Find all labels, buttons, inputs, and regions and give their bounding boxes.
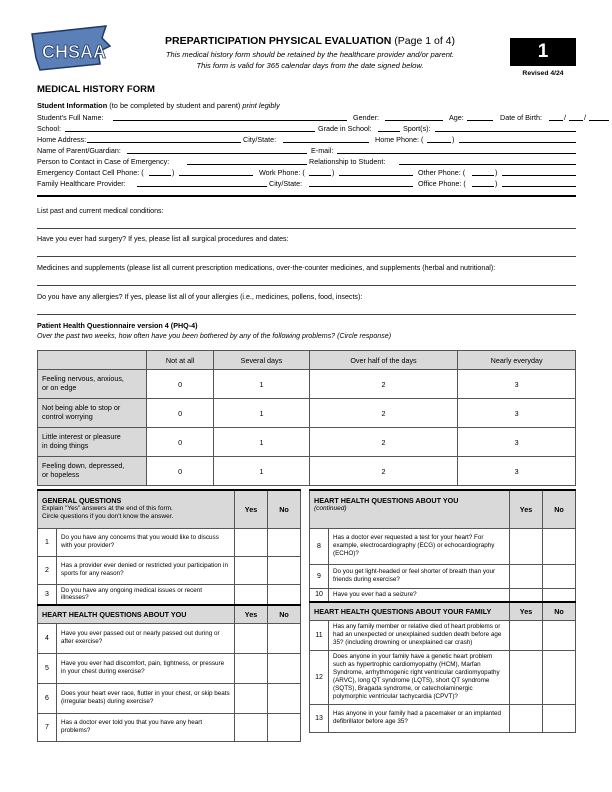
full-name-label: Student's Full Name: xyxy=(37,113,104,122)
full-name-field[interactable] xyxy=(113,112,347,121)
phq-subtitle: Over the past two weeks, how often have you been bothered by any of the following problems? (Circle response) xyxy=(37,332,392,340)
surgery-question: Have you ever had surgery? If yes, please list all surgical procedures and dates: xyxy=(37,235,289,243)
conditions-answer-line[interactable] xyxy=(37,228,576,229)
question-text: Do you get light-headed or feel shorter of breath than your friends during exercise? xyxy=(329,564,510,588)
question-number: 11 xyxy=(310,620,329,650)
section-divider xyxy=(37,195,576,197)
yes-checkbox[interactable] xyxy=(235,556,268,584)
general-instr1: Explain "Yes" answers at the end of this form. xyxy=(42,505,173,512)
emergency-contact-label: Person to Contact in Case of Emergency: xyxy=(37,157,170,166)
school-field[interactable] xyxy=(65,123,315,132)
provider-city-field[interactable] xyxy=(309,178,413,187)
age-label: Age: xyxy=(449,113,464,122)
field-row-provider xyxy=(37,178,576,189)
yes-checkbox[interactable] xyxy=(510,650,543,704)
grade-field[interactable] xyxy=(378,123,400,132)
no-col-header: No xyxy=(268,605,301,623)
phq-option[interactable]: 3 xyxy=(458,428,576,457)
heart-family-header-row xyxy=(310,602,576,620)
question-text: Has a provider ever denied or restricted your participation in sports for any reason? xyxy=(57,556,235,584)
student-info-bold: Student Information xyxy=(37,101,108,110)
phq-option[interactable]: 2 xyxy=(309,457,458,486)
yes-checkbox[interactable] xyxy=(510,620,543,650)
question-number: 9 xyxy=(310,564,329,588)
general-header xyxy=(38,490,235,528)
emergency-cell-label: Emergency Contact Cell Phone: ( xyxy=(37,168,144,177)
sports-field[interactable] xyxy=(435,123,576,132)
work-phone-area[interactable] xyxy=(309,167,331,176)
field-row-phones xyxy=(37,167,576,178)
dob-sep2: / xyxy=(584,113,586,122)
work-phone-close: ) xyxy=(332,168,335,177)
allergies-answer-line[interactable] xyxy=(37,314,576,315)
other-phone-field[interactable] xyxy=(502,167,576,176)
yes-checkbox[interactable] xyxy=(235,653,268,683)
question-row xyxy=(38,584,301,605)
address-field[interactable] xyxy=(87,134,241,143)
phq-option[interactable]: 1 xyxy=(214,457,309,486)
email-field[interactable] xyxy=(337,145,576,154)
no-checkbox[interactable] xyxy=(268,556,301,584)
question-number: 7 xyxy=(38,713,57,741)
no-checkbox[interactable] xyxy=(268,683,301,713)
no-checkbox[interactable] xyxy=(268,653,301,683)
dob-label: Date of Birth: xyxy=(500,113,542,122)
gender-field[interactable] xyxy=(385,112,443,121)
field-row-school xyxy=(37,123,576,134)
question-row xyxy=(38,653,301,683)
medicines-answer-line[interactable] xyxy=(37,285,576,286)
heart-you-cont-header xyxy=(310,490,510,528)
chsaa-logo xyxy=(28,24,112,78)
question-number: 1 xyxy=(38,528,57,556)
phq-col-header: Not at all xyxy=(147,351,214,370)
phq-col-header: Several days xyxy=(214,351,309,370)
yes-checkbox[interactable] xyxy=(235,713,268,741)
heart-you-cont-header-row xyxy=(310,490,576,528)
question-text: Has any family member or relative died of heart problems or had an unexpected or unexplained sudden death before age 35? (including drowning or unexplained car crash) xyxy=(329,620,510,650)
work-phone-field[interactable] xyxy=(339,167,413,176)
parent-field[interactable] xyxy=(127,145,307,154)
yes-checkbox[interactable] xyxy=(510,704,543,732)
subtitle-valid: This form is valid for 365 calendar days from the date signed below. xyxy=(196,61,424,70)
gender-label: Gender: xyxy=(353,113,379,122)
field-row-address xyxy=(37,134,576,145)
field-row-name xyxy=(37,112,586,123)
question-number: 6 xyxy=(38,683,57,713)
phq-option[interactable]: 2 xyxy=(309,370,458,399)
dob-sep1: / xyxy=(564,113,566,122)
office-phone-close: ) xyxy=(495,179,498,188)
form-number-badge: 1 xyxy=(510,38,576,66)
form-title-header xyxy=(120,35,500,47)
page-label: (Page 1 of 4) xyxy=(394,35,455,47)
student-info-italic: print legibly xyxy=(242,101,280,110)
phq-option[interactable]: 3 xyxy=(458,457,576,486)
yes-checkbox[interactable] xyxy=(510,564,543,588)
no-checkbox[interactable] xyxy=(543,650,576,704)
no-checkbox[interactable] xyxy=(543,588,576,602)
question-number: 2 xyxy=(38,556,57,584)
no-col-header: No xyxy=(268,490,301,528)
phq-title: Patient Health Questionnaire version 4 (PHQ-4) xyxy=(37,321,198,330)
question-text: Have you ever had a seizure? xyxy=(329,588,510,602)
phq-option[interactable]: 0 xyxy=(147,428,214,457)
yes-checkbox[interactable] xyxy=(235,683,268,713)
phq-option[interactable]: 2 xyxy=(309,428,458,457)
continued-label: (continued) xyxy=(314,505,347,512)
yes-checkbox[interactable] xyxy=(235,623,268,653)
question-number: 10 xyxy=(310,588,329,602)
surgery-answer-line[interactable] xyxy=(37,256,576,257)
email-label: E-mail: xyxy=(311,146,334,155)
question-row xyxy=(38,713,301,741)
address-label: Home Address: xyxy=(37,135,87,144)
yes-checkbox[interactable] xyxy=(510,528,543,564)
question-row xyxy=(38,683,301,713)
question-text: Has a doctor ever told you that you have any heart problems? xyxy=(57,713,235,741)
question-text: Does your heart ever race, flutter in your chest, or skip beats (irregular beats) during exercise? xyxy=(57,683,235,713)
form-header-title: PREPARTICIPATION PHYSICAL EVALUATION xyxy=(165,35,392,47)
question-row xyxy=(310,588,576,602)
question-row xyxy=(38,556,301,584)
allergies-question: Do you have any allergies? If yes, please list all of your allergies (i.e., medicines, pollens, food, insects): xyxy=(37,293,363,301)
emergency-cell-close: ) xyxy=(172,168,175,177)
question-number: 5 xyxy=(38,653,57,683)
phq-row-label: Not being able to stop or control worrying xyxy=(38,399,147,428)
phq-header-row xyxy=(38,351,576,370)
question-text: Has a doctor ever requested a test for your heart? For example, electrocardiography (ECG) or echocardiography (ECHO)? xyxy=(329,528,510,564)
heart-you-title: HEART HEALTH QUESTIONS ABOUT YOU xyxy=(38,605,235,623)
question-row xyxy=(38,623,301,653)
question-row xyxy=(38,528,301,556)
yes-checkbox[interactable] xyxy=(235,584,268,605)
no-checkbox[interactable] xyxy=(543,564,576,588)
student-info-rest: (to be completed by student and parent) xyxy=(107,101,243,110)
phq-row xyxy=(38,399,576,428)
provider-city-label: City/State: xyxy=(269,179,303,188)
phq-row-label: Little interest or pleasure in doing things xyxy=(38,428,147,457)
no-checkbox[interactable] xyxy=(268,528,301,556)
subtitle-retained: This medical history form should be retained by the healthcare provider and/or parent. xyxy=(165,50,455,59)
yes-checkbox[interactable] xyxy=(510,588,543,602)
phq-col-header: Nearly everyday xyxy=(458,351,576,370)
question-text: Do you have any concerns that you would like to discuss with your provider? xyxy=(57,528,235,556)
phq-corner xyxy=(38,351,147,370)
dob-month-field[interactable] xyxy=(549,112,563,121)
office-phone-area[interactable] xyxy=(472,178,494,187)
question-text: Has anyone in your family had a pacemaker or an implanted defibrillator before age 35? xyxy=(329,704,510,732)
no-col-header: No xyxy=(543,602,576,620)
phq-col-header: Over half of the days xyxy=(309,351,458,370)
yes-col-header: Yes xyxy=(510,490,543,528)
general-header-row xyxy=(38,490,301,528)
yes-checkbox[interactable] xyxy=(235,528,268,556)
phq-row xyxy=(38,428,576,457)
dob-day-field[interactable] xyxy=(569,112,583,121)
question-text: Have you ever had discomfort, pain, tightness, or pressure in your chest during exercise? xyxy=(57,653,235,683)
no-checkbox[interactable] xyxy=(268,713,301,741)
question-number: 8 xyxy=(310,528,329,564)
question-text: Does anyone in your family have a genetic heart problem such as hypertrophic cardiomyopathy (HCM), Marfan Syndrome, arrhythmogenic right ventricular cardiomyopathy (ARVC), long QT syndrome (LQTS), short QT syndrome (SQTS), Bragada syndrome, or catecholaminergic polymorphic ventricular tachycardia (CPVT)? xyxy=(329,650,510,704)
work-phone-label: Work Phone: ( xyxy=(259,168,305,177)
revised-date: Revised 4/24 xyxy=(522,70,564,77)
question-number: 3 xyxy=(38,584,57,605)
emergency-cell-area[interactable] xyxy=(149,167,171,176)
question-text: Have you ever passed out or nearly passed out during or after exercise? xyxy=(57,623,235,653)
home-phone-area[interactable] xyxy=(427,134,451,143)
phq-row-label: Feeling down, depressed, or hopeless xyxy=(38,457,147,486)
medical-history-title: MEDICAL HISTORY FORM xyxy=(37,84,155,95)
no-checkbox[interactable] xyxy=(543,528,576,564)
phq-row xyxy=(38,457,576,486)
emergency-cell-field[interactable] xyxy=(179,167,253,176)
question-row xyxy=(310,620,576,650)
office-phone-field[interactable] xyxy=(502,178,576,187)
phq-option[interactable]: 0 xyxy=(147,399,214,428)
question-row xyxy=(310,528,576,564)
general-title: GENERAL QUESTIONS xyxy=(42,496,122,505)
school-label: School: xyxy=(37,124,61,133)
phq-row xyxy=(38,370,576,399)
phq-row-label: Feeling nervous, anxious, or on edge xyxy=(38,370,147,399)
city-state-label: City/State: xyxy=(243,135,277,144)
phq-option[interactable]: 1 xyxy=(214,370,309,399)
phq-option[interactable]: 1 xyxy=(214,428,309,457)
question-number: 4 xyxy=(38,623,57,653)
no-checkbox[interactable] xyxy=(268,623,301,653)
city-state-field[interactable] xyxy=(283,134,369,143)
home-phone-field[interactable] xyxy=(459,134,576,143)
relationship-field[interactable] xyxy=(399,156,576,165)
right-questions-table xyxy=(309,489,576,733)
no-checkbox[interactable] xyxy=(543,704,576,732)
other-phone-label: Other Phone: ( xyxy=(418,168,466,177)
phq-option[interactable]: 2 xyxy=(309,399,458,428)
phq-option[interactable]: 0 xyxy=(147,370,214,399)
question-row xyxy=(310,704,576,732)
no-col-header: No xyxy=(543,490,576,528)
question-text: Do you have any ongoing medical issues or recent illnesses? xyxy=(57,584,235,605)
phq-option[interactable]: 3 xyxy=(458,399,576,428)
family-provider-label: Family Healthcare Provider: xyxy=(37,179,126,188)
grade-label: Grade in School: xyxy=(318,124,372,133)
dob-year-field[interactable] xyxy=(589,112,609,121)
heart-you-cont-title: HEART HEALTH QUESTIONS ABOUT YOU xyxy=(314,496,459,505)
general-instr2: Circle questions if you don't know the answer. xyxy=(42,513,174,521)
no-checkbox[interactable] xyxy=(268,584,301,605)
relationship-label: Relationship to Student: xyxy=(309,157,386,166)
question-row xyxy=(310,564,576,588)
question-row xyxy=(310,650,576,704)
parent-label: Name of Parent/Guardian: xyxy=(37,146,121,155)
age-field[interactable] xyxy=(467,112,493,121)
emergency-contact-field[interactable] xyxy=(187,156,307,165)
home-phone-close: ) xyxy=(452,135,455,144)
logo-text: CHSAA xyxy=(42,42,107,62)
yes-col-header: Yes xyxy=(235,605,268,623)
phq-option[interactable]: 3 xyxy=(458,370,576,399)
home-phone-label: Home Phone: ( xyxy=(375,135,424,144)
heart-family-title: HEART HEALTH QUESTIONS ABOUT YOUR FAMILY xyxy=(310,602,510,620)
sports-label: Sport(s): xyxy=(403,124,431,133)
medicines-question: Medicines and supplements (please list all current prescription medications, over-the-counter medicines, and supplements (herbal and nutritional): xyxy=(37,264,496,272)
family-provider-field[interactable] xyxy=(137,178,267,187)
field-row-emergency xyxy=(37,156,576,167)
conditions-question: List past and current medical conditions: xyxy=(37,207,164,215)
question-number: 12 xyxy=(310,650,329,704)
field-row-parent xyxy=(37,145,576,156)
question-number: 13 xyxy=(310,704,329,732)
heart-you-header-row xyxy=(38,605,301,623)
phq-option[interactable]: 0 xyxy=(147,457,214,486)
left-questions-table xyxy=(37,489,301,742)
yes-col-header: Yes xyxy=(510,602,543,620)
yes-col-header: Yes xyxy=(235,490,268,528)
other-phone-close: ) xyxy=(495,168,498,177)
phq-table xyxy=(37,350,576,486)
student-info-heading xyxy=(37,101,280,110)
phq-option[interactable]: 1 xyxy=(214,399,309,428)
no-checkbox[interactable] xyxy=(543,620,576,650)
office-phone-label: Office Phone: ( xyxy=(418,179,466,188)
other-phone-area[interactable] xyxy=(472,167,494,176)
